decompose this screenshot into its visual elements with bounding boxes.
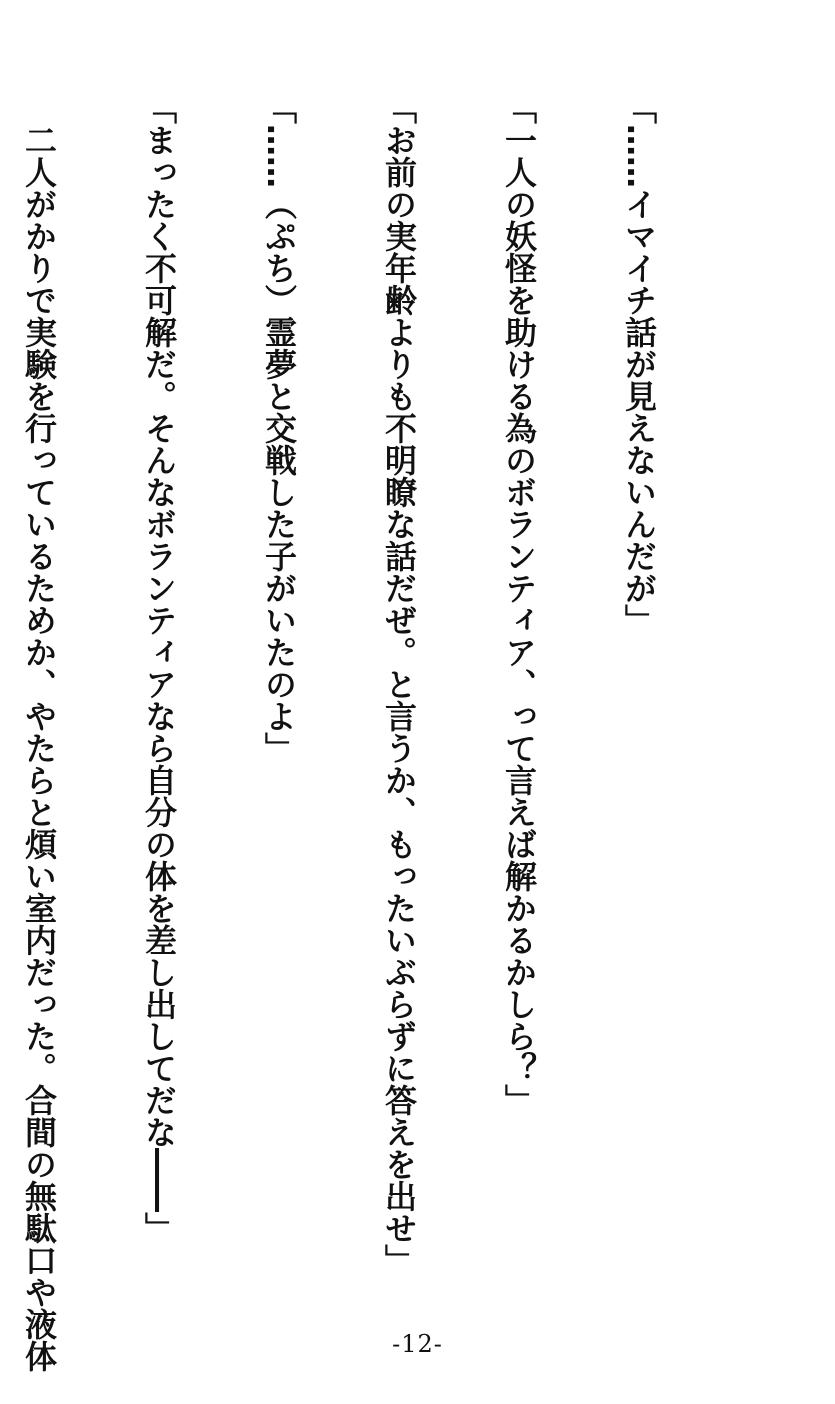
text-line: 「まったく不可解だ。そんなボランティアなら自分の体を差し出してだな――」	[140, 92, 178, 1244]
text-line: 「お前の実年齢よりも不明瞭な話だぜ。と言うか、もったいぶらずに答えを出せ」	[380, 92, 418, 1276]
text-line: 「……イマイチ話が見えないんだが」	[620, 92, 658, 636]
text-line: 「一人の妖怪を助ける為のボランティア、って言えば解かるかしら？」	[500, 92, 538, 1116]
text-line: 二人がかりで実験を行っているためか、やたらと煩い室内だった。合間の無駄口や液体	[20, 92, 58, 1372]
text-line: 「……（ぷち）霊夢と交戦した子がいたのよ」	[260, 92, 298, 764]
page-number: -12-	[392, 1330, 443, 1358]
